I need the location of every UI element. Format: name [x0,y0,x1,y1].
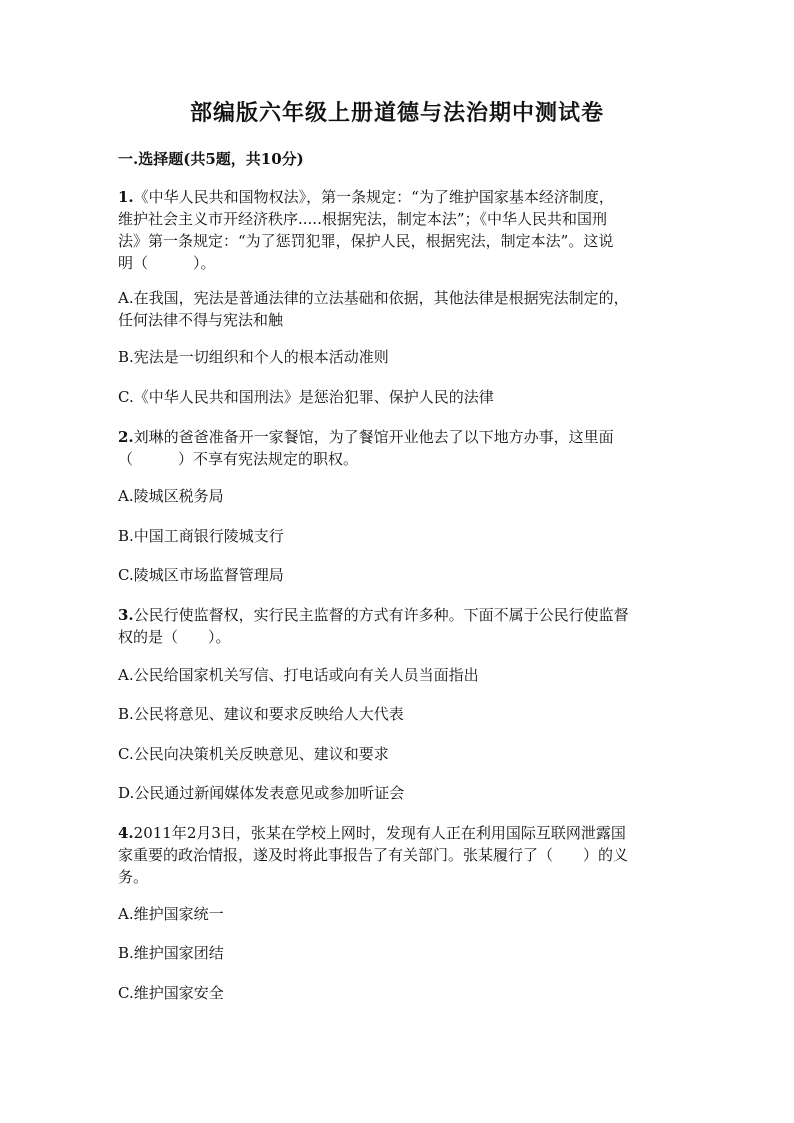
question-text-line: 务。 [118,868,149,886]
option-c [118,564,678,586]
option-text-line: B.中国工商银行陵城支行 [118,527,284,545]
question-text-line: 《中华人民共和国物权法》，第一条规定：“为了维护国家基本经济制度， [133,188,614,206]
option-text-line: C.维护国家安全 [118,984,224,1002]
question-3 [118,604,678,648]
option-b [118,942,678,964]
question-text-line: 法》第一条规定：“为了惩罚犯罪，保护人民，根据宪法，制定本法”。这说 [118,232,614,250]
option-text-line: A.公民给国家机关写信、打电话或向有关人员当面指出 [118,666,479,684]
option-b [118,525,678,547]
question-text-line: 公民行使监督权，实行民主监督的方式有许多种。下面不属于公民行使监督 [133,606,629,624]
option-a [118,287,678,331]
option-c [118,743,678,765]
question-text-line: 维护社会主义市开经济秩序.....根据宪法，制定本法”；《中华人民共和国刑 [118,210,608,228]
question-text-line: （ ）不享有宪法规定的职权。 [118,450,359,468]
option-a [118,903,678,925]
option-text-line: 任何法律不得与宪法和触 [118,311,284,329]
question-number: 1. [118,188,134,206]
option-b [118,703,678,725]
question-2 [118,426,678,470]
option-text-line: B.维护国家团结 [118,944,224,962]
question-text-line: 明（ ）。 [118,254,216,272]
question-text-line: 家重要的政治情报，遂及时将此事报告了有关部门。张某履行了（ ）的义 [118,846,629,864]
option-text-line: C.《中华人民共和国刑法》是惩治犯罪、保护人民的法律 [118,388,494,406]
question-4 [118,822,678,888]
question-1 [118,186,678,274]
option-text-line: B.公民将意见、建议和要求反映给人大代表 [118,705,404,723]
option-text-line: A.陵城区税务局 [118,487,224,505]
section-heading: 一.选择题(共5题，共10分) [118,150,304,168]
question-number: 4. [118,824,134,842]
option-text-line: B.宪法是一切组织和个人的根本活动准则 [118,348,389,366]
option-b [118,346,678,368]
page-title: 部编版六年级上册道德与法治期中测试卷 [189,100,604,126]
option-d [118,782,678,804]
question-number: 3. [118,606,134,624]
option-c [118,386,678,408]
option-text-line: D.公民通过新闻媒体发表意见或参加听证会 [118,784,405,802]
question-text-line: 2011年2月3日，张某在学校上网时，发现有人正在利用国际互联网泄露国 [133,824,626,842]
option-text-line: A.在我国，宪法是普通法律的立法基础和依据，其他法律是根据宪法制定的， [118,289,629,307]
option-text-line: A.维护国家统一 [118,905,224,923]
option-a [118,664,678,686]
option-c [118,982,678,1004]
option-text-line: C.公民向决策机关反映意见、建议和要求 [118,745,389,763]
question-text-line: 权的是（ ）。 [118,628,231,646]
option-text-line: C.陵城区市场监督管理局 [118,566,284,584]
option-a [118,485,678,507]
question-number: 2. [118,428,134,446]
question-text-line: 刘琳的爸爸准备开一家餐馆，为了餐馆开业他去了以下地方办事，这里面 [133,428,614,446]
